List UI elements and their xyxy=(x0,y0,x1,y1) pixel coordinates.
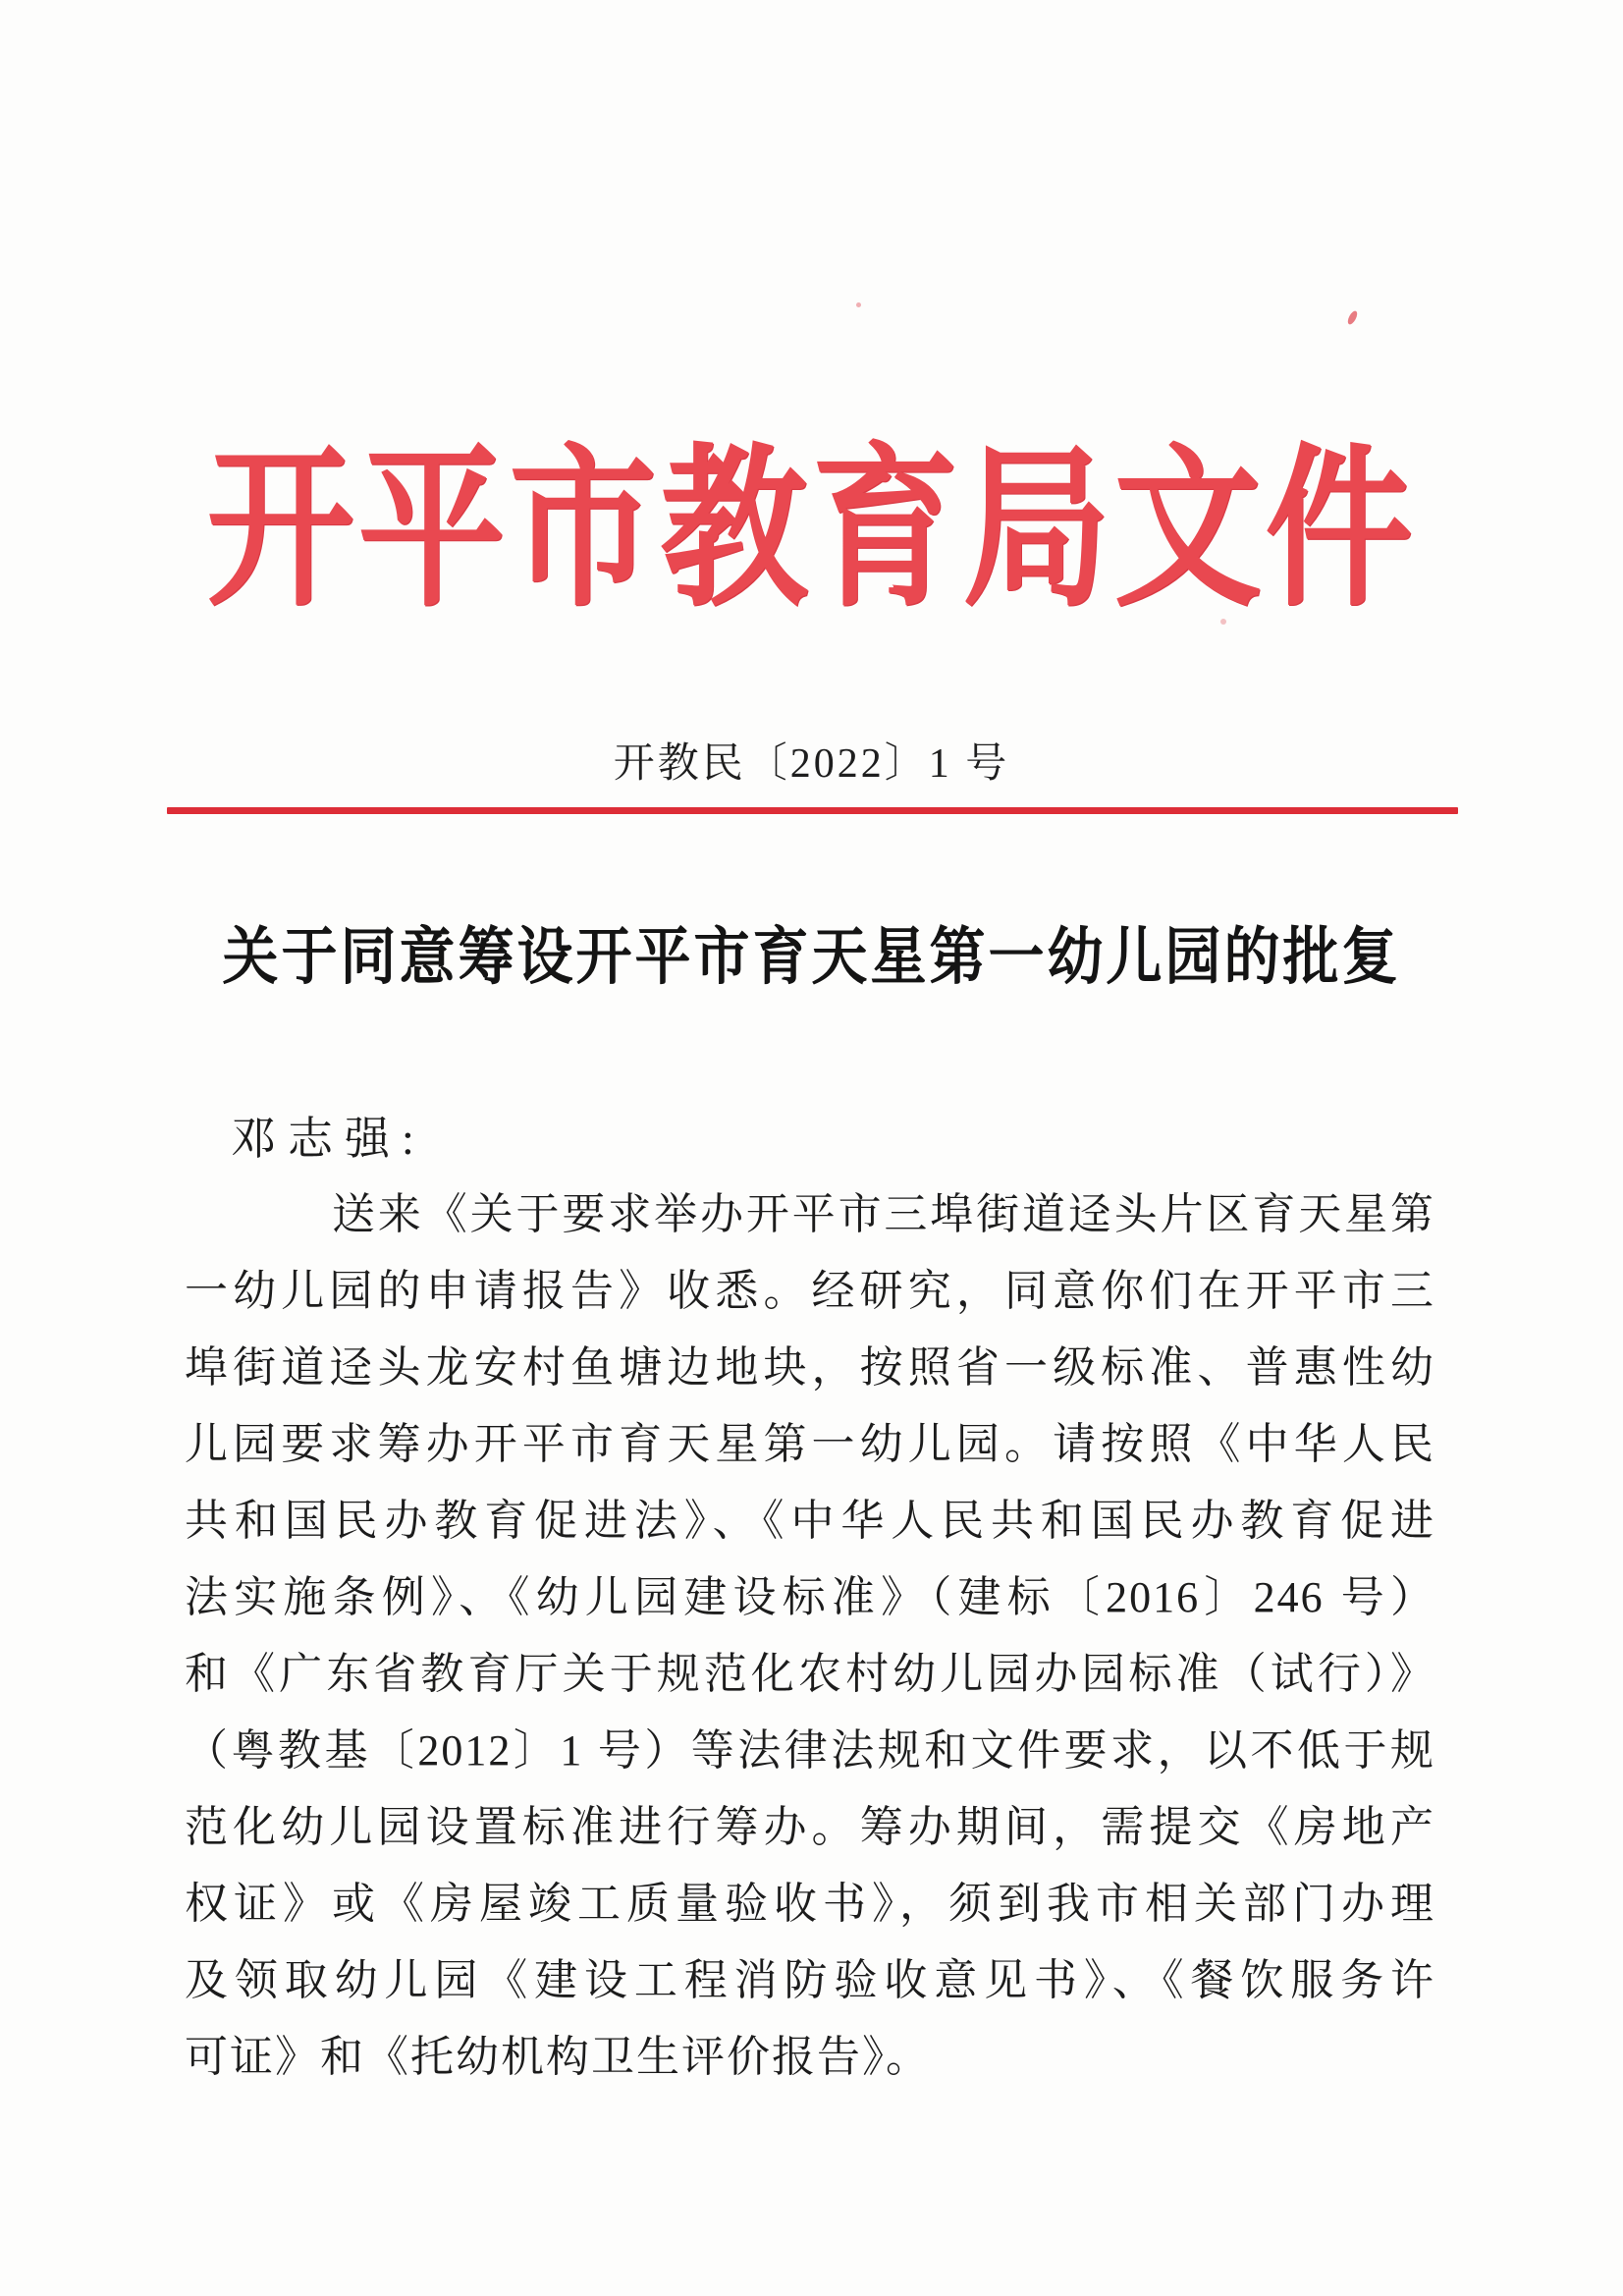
body-line: 埠街道迳头龙安村鱼塘边地块，按照省一级标准、普惠性幼 xyxy=(185,1343,1435,1392)
body-line: 送来《关于要求举办开平市三埠街道迳头片区育天星第 xyxy=(332,1190,1435,1238)
scan-artifact-speck xyxy=(1220,619,1226,625)
document-title: 关于同意筹设开平市育天星第一幼儿园的批复 xyxy=(222,923,1401,993)
document-reference-number: 开教民〔2022〕1 号 xyxy=(613,741,1010,787)
document-body xyxy=(185,1176,1435,2096)
body-line: 法实施条例》、《幼儿园建设标准》（建标〔2016〕246 号） xyxy=(185,1573,1435,1621)
body-line: （粤教基〔2012〕1 号）等法律法规和文件要求，以不低于规 xyxy=(185,1726,1435,1775)
body-line: 权证》或《房屋竣工质量验收书》，须到我市相关部门办理 xyxy=(185,1880,1435,1928)
body-line: 一幼儿园的申请报告》收悉。经研究，同意你们在开平市三 xyxy=(185,1267,1435,1315)
body-line: 儿园要求筹办开平市育天星第一幼儿园。请按照《中华人民 xyxy=(185,1420,1435,1468)
body-line: 和《广东省教育厅关于规范化农村幼儿园办园标准（试行）》 xyxy=(185,1650,1435,1698)
body-line: 范化幼儿园设置标准进行筹办。筹办期间，需提交《房地产 xyxy=(185,1803,1435,1851)
body-line: 共和国民办教育促进法》、《中华人民共和国民办教育促进 xyxy=(185,1497,1435,1545)
body-line: 可证》和《托幼机构卫生评价报告》。 xyxy=(185,2033,931,2081)
body-line: 及领取幼儿园《建设工程消防验收意见书》、《餐饮服务许 xyxy=(185,1956,1435,2004)
scan-artifact-speck xyxy=(856,302,861,307)
agency-banner-title: 开平市教育局文件 xyxy=(206,434,1417,628)
scan-artifact-speck xyxy=(1346,309,1359,326)
red-divider-line xyxy=(167,807,1458,814)
addressee-name: 邓志强: xyxy=(231,1114,426,1164)
